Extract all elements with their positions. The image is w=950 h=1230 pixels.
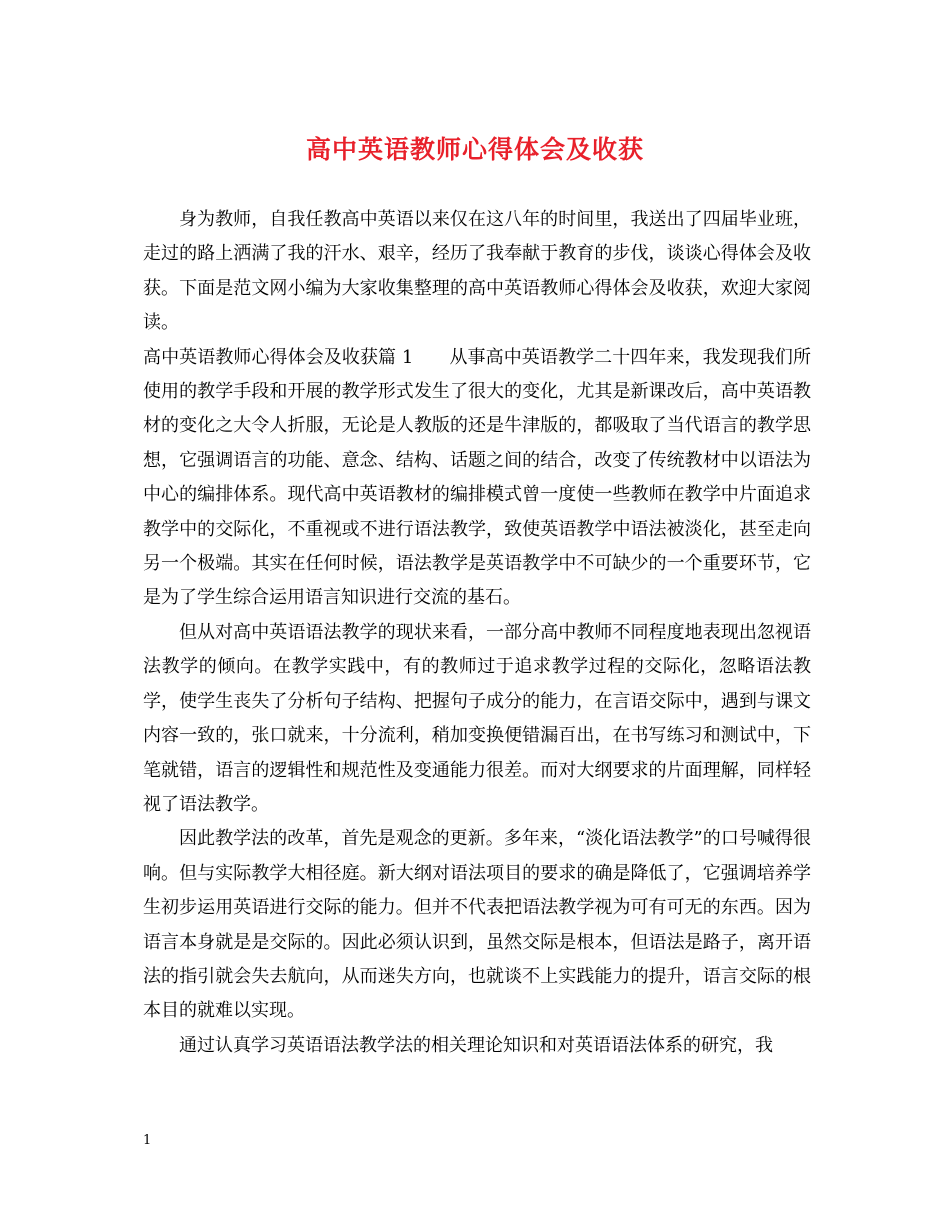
section-first-text: 从事高中英语教学二十四年来，我发现我们所使用的教学手段和开展的教学形式发生了很大的变化，尤其是新课改后，高中英语教材的变化之大令人折服，无论是人教版的还是牛津版的，都吸取了当代语言的教学思想，它强调语言的功能、意念、结构、话题之间的结合，改变了传统教材中以语法为中心的编排体系。现代高中英语教材的编排模式曾一度使一些教师在教学中片面追求教学中的交际化，不重视或不进行语法教学，致使英语教学中语法被淡化，甚至走向另一个极端。其实在任何时候，语法教学是英语教学中不可缺少的一个重要环节，它是为了学生综合运用语言知识进行交流的基石。 <box>143 346 811 609</box>
page-number: 1 <box>143 1133 152 1148</box>
section-paragraph <box>143 341 811 616</box>
document-title: 高中英语教师心得体会及收获 <box>305 135 644 164</box>
paragraph-3: 因此教学法的改革，首先是观念的更新。多年来，“淡化语法教学”的口号喊得很响。但与实际教学大相径庭。新大纲对语法项目的要求的确是降低了，它强调培养学生初步运用英语进行交际的能力。但并不代表把语法教学视为可有可无的东西。因为语言本身就是是交际的。因此必须认识到，虽然交际是根本，但语法是路子，离开语法的指引就会失去航向，从而迷失方向，也就谈不上实践能力的提升，语言交际的根本目的就难以实现。 <box>143 828 811 1022</box>
intro-paragraph: 身为教师，自我任教高中英语以来仅在这八年的时间里，我送出了四届毕业班，走过的路上洒满了我的汗水、艰辛，经历了我奉献于教育的步伐，谈谈心得体会及收获。下面是范文网小编为大家收集整理的高中英语教师心得体会及收获，欢迎大家阅读。 <box>143 209 811 334</box>
paragraph-4: 通过认真学习英语语法教学法的相关理论知识和对英语语法体系的研究，我 <box>179 1034 773 1056</box>
document-body <box>143 203 811 1063</box>
paragraph-2: 但从对高中英语语法教学的现状来看，一部分高中教师不同程度地表现出忽视语法教学的倾向。在教学实践中，有的教师过于追求教学过程的交际化，忽略语法教学，使学生丧失了分析句子结构、把握句子成分的能力，在言语交际中，遇到与课文内容一致的，张口就来，十分流利，稍加变换便错漏百出，在书写练习和测试中，下笔就错，语言的逻辑性和规范性及变通能力很差。而对大纲要求的片面理解，同样轻视了语法教学。 <box>143 621 811 815</box>
section-heading: 高中英语教师心得体会及收获篇 1 <box>143 346 414 368</box>
